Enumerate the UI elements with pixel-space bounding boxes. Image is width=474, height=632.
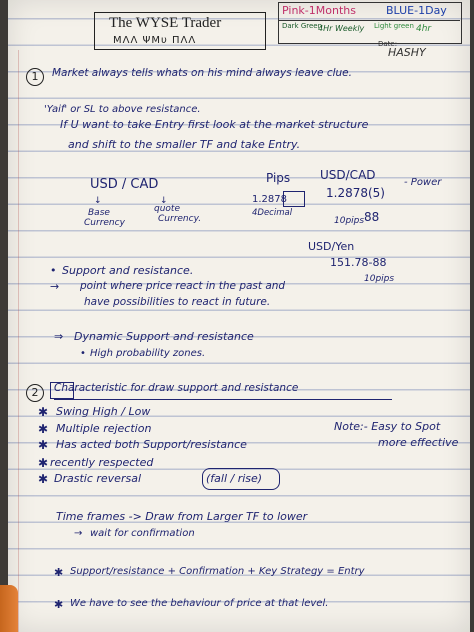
quote-label: quote <box>154 204 180 214</box>
sr-bullet-icon: • <box>50 264 57 277</box>
notebook-page <box>8 0 470 632</box>
dyn-title: Dynamic Support and resistance <box>74 330 254 343</box>
legend-dark-green-label: Dark Green <box>282 22 323 30</box>
section-1-line-2: 'Yaif' or SL to above resistance. <box>44 104 201 115</box>
pen-edge <box>0 585 18 632</box>
sr-line-2: have possibilities to react in future. <box>84 296 271 308</box>
example-pair: USD/CAD <box>320 168 376 182</box>
section-1-line-3: If U want to take Entry first look at the market structure <box>60 118 369 131</box>
yen-pips: 10pips <box>364 274 395 284</box>
sr-line-1: point where price react in the past and <box>80 280 286 292</box>
item-5-star-icon: ✱ <box>38 472 49 486</box>
item-1: Swing High / Low <box>56 405 151 418</box>
section-1-line-1: Market always tells whats on his mind always leave clue. <box>52 67 352 79</box>
item-3: Has acted both Support/resistance <box>56 438 247 451</box>
decimal-label: 4Decimal <box>252 208 293 218</box>
tenpips-value: 88 <box>364 210 380 224</box>
quote-sub: Currency. <box>158 214 202 224</box>
pips-label: Pips <box>266 171 291 185</box>
base-label: Base <box>88 208 110 218</box>
sr-title: Support and resistance. <box>62 264 194 277</box>
pips-highlight-box <box>283 191 305 207</box>
quote-arrow-icon: ↓ <box>160 196 168 206</box>
section-2-heading: Characteristic for draw support and resistance <box>54 382 299 394</box>
yen-value: 151.78-88 <box>330 256 387 269</box>
legend-dark-green-value: 4Hr Weekly <box>318 24 365 33</box>
reversal-paren: (fall / rise) <box>206 472 263 485</box>
formula: Support/resistance + Confirmation + Key Strategy = Entry <box>70 566 365 577</box>
pips-value: 1.2878 <box>252 194 287 205</box>
section-2-number: 2 <box>26 384 44 402</box>
sr-arrow-icon: → <box>50 280 60 293</box>
legend-pink: Pink-1Months <box>282 4 356 17</box>
title-box <box>94 12 266 50</box>
logo-scribble: ΜΛΛ ΨΜυ ΠΛΛ <box>113 35 197 46</box>
item-2: Multiple rejection <box>56 422 152 435</box>
date-label: Date: <box>378 40 398 48</box>
section-1-line-4: and shift to the smaller TF and take Entry. <box>68 138 301 151</box>
example-value: 1.2878(5) <box>326 186 385 200</box>
base-arrow-icon: ↓ <box>94 196 102 206</box>
dyn-bullet-icon: • <box>80 348 86 359</box>
currency-pair: USD / CAD <box>90 177 159 192</box>
behaviour: We have to see the behaviour of price at that level. <box>70 598 329 609</box>
margin-line <box>18 50 19 632</box>
dyn-sub: High probability zones. <box>90 348 206 359</box>
legend-blue: BLUE-1Day <box>386 4 447 17</box>
behaviour-star-icon: ✱ <box>54 598 64 611</box>
legend-light-green-label: Light green <box>374 22 414 30</box>
legend-divider <box>278 20 460 21</box>
item-3-star-icon: ✱ <box>38 438 49 452</box>
item-5: Drastic reversal <box>54 472 141 485</box>
item-1-star-icon: ✱ <box>38 405 49 419</box>
section-2-heading-underline <box>54 399 392 400</box>
item-2-star-icon: ✱ <box>38 422 49 436</box>
note-line-1: Note:- Easy to Spot <box>334 420 441 433</box>
dyn-arrow-icon: ⇒ <box>54 330 64 343</box>
section-1-number: 1 <box>26 68 44 86</box>
yen-pair: USD/Yen <box>308 240 355 253</box>
power-label: - Power <box>404 177 442 188</box>
wait-line: wait for confirmation <box>90 528 195 539</box>
wait-arrow-icon: → <box>74 528 83 539</box>
formula-star-icon: ✱ <box>54 566 64 579</box>
note-line-2: more effective <box>378 436 459 449</box>
signature: HASHY <box>388 46 426 59</box>
item-4: recently respected <box>50 456 154 469</box>
tenpips-label: 10pips <box>334 216 365 226</box>
base-sub: Currency <box>84 218 125 228</box>
timeframes-line: Time frames -> Draw from Larger TF to lower <box>56 510 308 523</box>
item-4-star-icon: ✱ <box>38 456 49 470</box>
legend-light-green-value: 4hr <box>416 24 432 34</box>
page-title: The WYSE Trader <box>109 15 222 31</box>
